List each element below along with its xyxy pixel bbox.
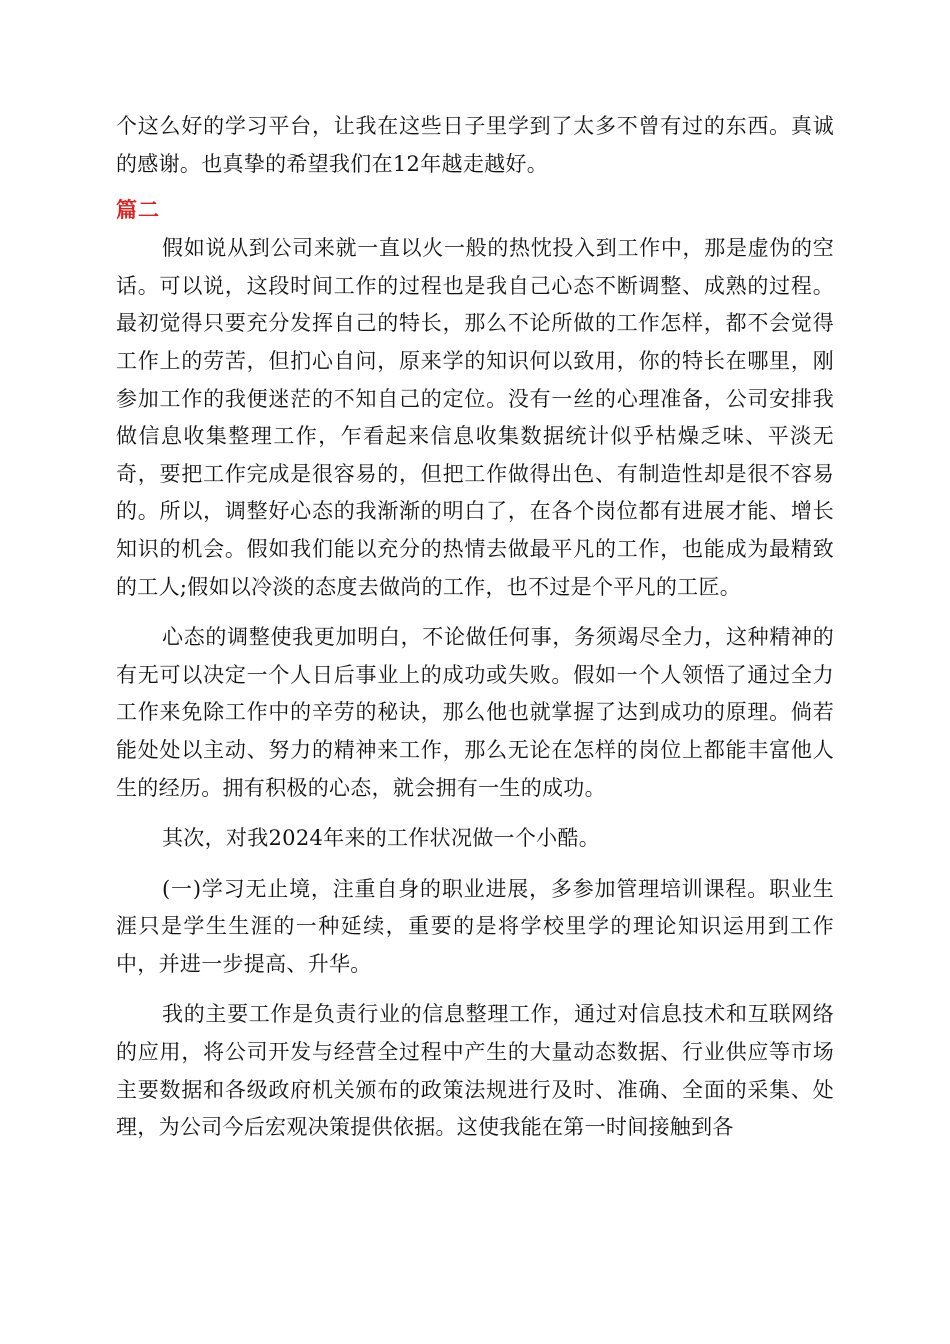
body-paragraph-1: 假如说从到公司来就一直以火一般的热忱投入到工作中，那是虚伪的空话。可以说，这段时间工作的过程也是我自己心态不断调整、成熟的过程。最初觉得只要充分发挥自己的特长，那么不论所做的工作怎样，都不会觉得工作上的劳苦，但扪心自问，原来学的知识何以致用，你的特长在哪里，刚参加工作的我便迷茫的不知自己的定位。没有一丝的心理准备，公司安排我做信息收集整理工作，乍看起来信息收集数据统计似乎枯燥乏味、平淡无奇，要把工作完成是很容易的，但把工作做得出色、有制造性却是很不容易的。所以，调整好心态的我渐渐的明白了，在各个岗位都有进展才能、增长知识的机会。假如我们能以充分的热情去做最平凡的工作，也能成为最精致的工人;假如以冷淡的态度去做尚的工作，也不过是个平凡的工匠。	[116, 236, 834, 599]
body-paragraph-5: 我的主要工作是负责行业的信息整理工作，通过对信息技术和互联网络的应用，将公司开发与经营全过程中产生的大量动态数据、行业供应等市场主要数据和各级政府机关颁布的政策法规进行及时、准确、全面的采集、处理，为公司今后宏观决策提供依据。这使我能在第一时间接触到各	[116, 1002, 834, 1140]
body-paragraph-4: (一)学习无止境，注重自身的职业进展，多参加管理培训课程。职业生涯只是学生生涯的一种延续，重要的是将学校里学的理论知识运用到工作中，并进一步提高、升华。	[116, 876, 834, 976]
body-paragraph-3: 其次，对我2024年来的工作状况做一个小酷。	[162, 826, 601, 851]
section-heading: 篇二	[116, 198, 160, 223]
document-body	[116, 108, 834, 1147]
body-paragraph-2: 心态的调整使我更加明白，不论做任何事，务须竭尽全力，这种精神的有无可以决定一个人日后事业上的成功或失败。假如一个人领悟了通过全力工作来免除工作中的辛劳的秘诀，那么他也就掌握了达到成功的原理。倘若能处处以主动、努力的精神来工作，那么无论在怎样的岗位上都能丰富他人生的经历。拥有积极的心态，就会拥有一生的成功。	[116, 625, 834, 800]
intro-continuation-paragraph: 个这么好的学习平台，让我在这些日子里学到了太多不曾有过的东西。真诚的感谢。也真挚的希望我们在12年越走越好。	[116, 114, 834, 176]
